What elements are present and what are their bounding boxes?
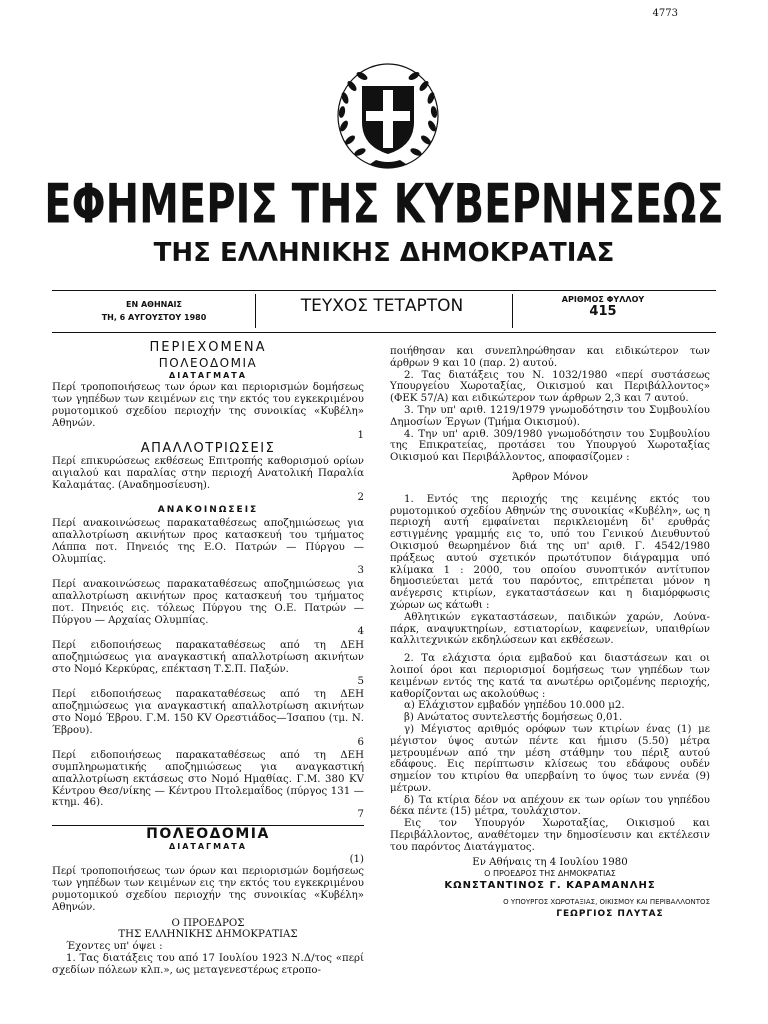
contents-heading: ΠΕΡΙΕΧΟΜΕΝΑ bbox=[149, 340, 267, 355]
issue-bar-divider bbox=[512, 294, 513, 328]
issue-place: ΕΝ ΑΘΗΝΑΙΣ bbox=[126, 300, 182, 309]
left-column bbox=[52, 342, 364, 977]
contents-entry-page: 7 bbox=[357, 809, 364, 821]
issue-bar-top-rule bbox=[52, 290, 716, 291]
issue-volume: ΤΕΥΧΟΣ ΤΕΤΑΡΤΟΝ bbox=[300, 296, 464, 316]
issue-bar-bottom-rule bbox=[52, 332, 716, 333]
issue-sheet-label: ΑΡΙΘΜΟΣ ΦΥΛΛΟΥ bbox=[561, 295, 645, 304]
contents-entry bbox=[52, 640, 364, 687]
masthead-subtitle: ΤΗΣ ΕΛΛΗΝΙΚΗΣ ΔΗΜΟΚΡΑΤΙΑΣ bbox=[153, 238, 615, 268]
decree-president-line1: Ο ΠΡΟΕΔΡΟΣ bbox=[171, 917, 245, 929]
masthead-title: ΕΦΗΜΕΡΙΣ ΤΗΣ ΚΥΒΕΡΝΗΣΕΩΣ bbox=[44, 174, 724, 237]
contents-entry-text: Περί ειδοποιήσεως παρακαταθέσεως από τη ΔΕΗ συμπληρωματικής αποζημιώσεως για αναγκαστική απαλλοτρίωση εκτάσεως στο Νομό Ημαθίας. Γ.Μ. 380 KV Κέντρου Θεσ/νίκης — Κέντρου Πτολεμαΐδος (πύργος 131 — κτημ. 46). bbox=[52, 750, 364, 809]
contents-section-title: ΠΟΛΕΟΔΟΜΙΑ bbox=[158, 355, 258, 370]
decree-clause: 1. Τας διατάξεις του από 17 Ιουλίου 1923 Ν.Δ/τος «περί σχεδίων πόλεων κλπ.», ως μεταγενεστέρως ετροπο- bbox=[52, 953, 364, 976]
decree-clause: 4. Την υπ' αριθ. 309/1980 γνωμοδότησιν του Συμβουλίου της Επικρατείας, προτάσει του Υπουργού Χωροταξίας Οικισμού και Περιβάλλοντος, αποφασίζομεν : bbox=[390, 428, 710, 464]
decree-president-line2: ΤΗΣ ΕΛΛΗΝΙΚΗΣ ΔΗΜΟΚΡΑΤΙΑΣ bbox=[118, 929, 298, 941]
contents-entry bbox=[52, 518, 364, 577]
signature-president-title: Ο ΠΡΟΕΔΡΟΣ ΤΗΣ ΔΗΜΟΚΡΑΤΙΑΣ bbox=[484, 869, 616, 879]
decree-description: Περί τροποποιήσεως των όρων και περιορισμών δομήσεως των γηπέδων των κειμένων εις την εκτός του εγκεκριμένου ρυμοτομικού σχεδίου περιοχήν της συνοικίας «Κυβέλη» Αθηνών. bbox=[52, 866, 364, 913]
contents-entry-page: 6 bbox=[357, 736, 364, 748]
article-paragraph: 2. Τα ελάχιστα όρια εμβαδού και διαστάσεων και οι λοιποί όροι και περιορισμοί δομήσεως των γηπέδων των κειμένων εντός της κατά τα ανωτέρω οριζομένης περιοχής, καθορίζονται ως ακολούθως : bbox=[390, 653, 710, 700]
contents-entry-text: Περί ανακοινώσεως παρακαταθέσεως αποζημιώσεως για απαλλοτρίωση ακινήτων προς κατασκευή του τμήματος Λάππα ποτ. Πηνειός της Ε.Ο. Πατρών — Πύργου — Ολυμπίας. bbox=[52, 518, 364, 565]
contents-entry-text: Περί επικυρώσεως εκθέσεως Επιτροπής καθορισμού ορίων αιγιαλού και παραλίας στην περιοχή Ανατολική Παραλία Καλαμάτας. (Αναδημοσίευση). bbox=[52, 456, 364, 491]
decree-having-regard: Έχοντες υπ' όψει : bbox=[66, 941, 163, 953]
decree-clause: ποιήθησαν και συνεπληρώθησαν και ειδικώτερον των άρθρων 9 και 10 (παρ. 2) αυτού. bbox=[390, 346, 710, 369]
article-paragraph: Αθλητικών εγκαταστάσεων, παιδικών χαρών, Λούνα-πάρκ, αναψυκτηρίων, εστιατορίων, καφενείων, υπαιθρίων καλλιτεχνικών εκδηλώσεων και εκθέσεων. bbox=[390, 611, 710, 647]
article-item: β) Ανώτατος συντελεστής δομήσεως 0,01. bbox=[404, 712, 623, 724]
decree-closing: Εις τον Υπουργόν Χωροταξίας, Οικισμού και Περιβάλλοντος, αναθέτομεν την δημοσίευσιν και εκτέλεσιν του παρόντος Διατάγματος. bbox=[390, 818, 710, 853]
signature-president-name: ΚΩΝΣΤΑΝΤΙΝΟΣ Γ. ΚΑΡΑΜΑΝΛΗΣ bbox=[444, 880, 656, 892]
contents-entry-page: 3 bbox=[357, 565, 364, 577]
contents-entry-page: 4 bbox=[357, 626, 364, 638]
decree-section-title: ΠΟΛΕΟΔΟΜΙΑ bbox=[146, 826, 270, 843]
contents-entry-text: Περί ειδοποιήσεως παρακαταθέσεως από τη ΔΕΗ αποζημιώσεως για αναγκαστική απαλλοτρίωση ακινήτων στο Νομό Κερκύρας, επέκταση Τ.Σ.Π. Παξών. bbox=[52, 640, 364, 675]
contents-entry-text: Περί ειδοποιήσεως παρακαταθέσεως από τη ΔΕΗ αποζημιώσεως για αναγκαστική απαλλοτρίωση ακινήτων στο Νομό Έβρου. Γ.Μ. 150 KV Ορεστιάδος—Ίσαπου (τμ. Ν. Έβρου). bbox=[52, 689, 364, 736]
contents-entry-page: 1 bbox=[357, 429, 364, 441]
contents-entry bbox=[52, 579, 364, 638]
contents-entry bbox=[52, 382, 364, 441]
coat-of-arms-emblem bbox=[330, 56, 446, 172]
contents-section-title: ΑΠΑΛΛΟΤΡΙΩΣΕΙΣ bbox=[140, 441, 276, 457]
issue-sheet bbox=[528, 294, 678, 318]
issue-date: ΤΗ, 6 ΑΥΓΟΥΣΤΟΥ 1980 bbox=[101, 313, 207, 322]
article-paragraph: 1. Εντός της περιοχής της κειμένης εκτός του ρυμοτομικού σχεδίου Αθηνών της συνοικίας «Κυβέλη», ως η περιοχή αυτή εμφαίνεται περικλειομένη δι' ερυθράς εστιγμένης γραμμής εις το, υπό του Γενικού Διευθυντού Οικισμού θεωρημένον διά της υπ' αριθ. Γ. 4542/1980 πράξεως αυτού σχετικόν πρωτότυπον διάγραμμα υπό κλίμακα 1 : 2000, του οποίου συνοπτικόν αντίτυπον δημοσιεύεται μετά του παρόντος, επιτρέπεται μόνον η ανέγερσις κτιρίων, εγκαταστάσεων και η διαμόρφωσις χώρων ως κάτωθι : bbox=[390, 493, 710, 611]
issue-place-date bbox=[64, 298, 244, 324]
right-column bbox=[390, 346, 710, 921]
contents-section-title: ΑΝΑΚΟΙΝΩΣΕΙΣ bbox=[157, 505, 259, 516]
article-item: γ) Μέγιστος αριθμός ορόφων των κτιρίων ένας (1) με μέγιστον ύψος αυτών πέντε και ήμισυ (5.50) μέτρα μετρουμένων από την μέση στάθμην του πέριξ αυτού εδάφους. Εις περίπτωσιν κλίσεως του εδάφους ουδέν σημείον του κτιρίου θα υπερβαίνη το ύψος των εννέα (9) μέτρων. bbox=[390, 723, 710, 794]
contents-entry-text: Περί ανακοινώσεως παρακαταθέσεως αποζημιώσεως για απαλλοτρίωση ακινήτων προς κατασκευή του τμήματος ποτ. Πηνειός εις. τόλεως Πύργου της Ο.Ε. Πατρών — Πύργου — Αρχαίας Ολυμπίας. bbox=[52, 579, 364, 626]
contents-entry bbox=[52, 750, 364, 821]
article-item: δ) Τα κτίρια δέον να απέχουν εκ των ορίων του γηπέδου δέκα πέντε (15) μέτρα, τουλάχιστον. bbox=[390, 794, 710, 818]
decree-clause: 2. Τας διατάξεις του Ν. 1032/1980 «περί συστάσεως Υπουργείου Χωροταξίας, Οικισμού και Περιβάλλοντος» (ΦΕΚ 57/Α) και ειδικώτερον των άρθρων 2,3 και 7 αυτού. bbox=[390, 369, 710, 405]
article-item: α) Ελάχιστον εμβαδόν γηπέδου 10.000 μ2. bbox=[404, 700, 625, 712]
issue-sheet-number: 415 bbox=[589, 304, 617, 319]
page-number: 4773 bbox=[652, 8, 678, 19]
decree-section-subtitle: ΔΙΑΤΑΓΜΑΤΑ bbox=[169, 841, 247, 851]
decree-number: (1) bbox=[349, 853, 364, 865]
article-heading: Άρθρον Μόνον bbox=[511, 471, 589, 483]
signature-minister-name: ΓΕΩΡΓΙΟΣ ΠΛΥΤΑΣ bbox=[556, 908, 664, 919]
contents-entry-page: 5 bbox=[357, 675, 364, 687]
contents-entry bbox=[52, 689, 364, 748]
decree-date-line: Εν Αθήναις τη 4 Ιουλίου 1980 bbox=[472, 856, 628, 868]
contents-entry-page: 2 bbox=[357, 491, 364, 503]
issue-bar-divider bbox=[255, 294, 256, 328]
contents-entry bbox=[52, 456, 364, 503]
contents-entry-text: Περί τροποποιήσεως των όρων και περιορισμών δομήσεως των γηπέδων των κειμένων εις την εκτός του εγκεκριμένου ρυμοτομικού σχεδίου περιοχήν της συνοικίας «Κυβέλη» Αθηνών. bbox=[52, 382, 364, 429]
contents-section-subtitle: ΔΙΑΤΑΓΜΑΤΑ bbox=[169, 370, 247, 380]
decree-clause: 3. Την υπ' αριθ. 1219/1979 γνωμοδότησιν του Συμβουλίου Δημοσίων Έργων (Τμήμα Οικισμού). bbox=[390, 404, 710, 428]
signature-minister-title: Ο ΥΠΟΥΡΓΟΣ ΧΩΡΟΤΑΞΙΑΣ, ΟΙΚΙΣΜΟΥ ΚΑΙ ΠΕΡΙΒΑΛΛΟΝΤΟΣ bbox=[503, 898, 710, 907]
